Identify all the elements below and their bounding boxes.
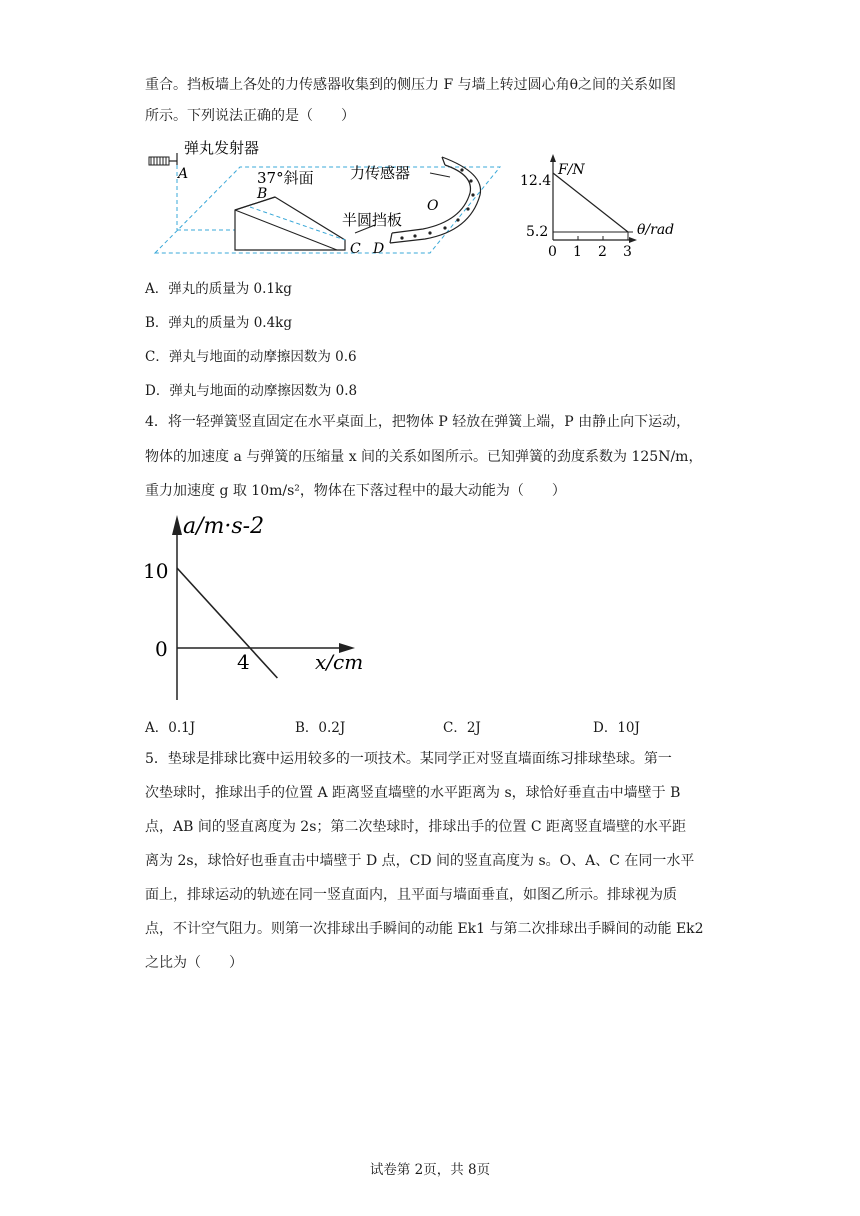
q3-force-angle-graph — [520, 150, 720, 265]
launcher-label: 弹丸发射器 — [184, 139, 260, 157]
sensor-label: 力传感器 — [350, 164, 411, 182]
chart-series — [177, 568, 277, 678]
xtick-1: 1 — [573, 244, 582, 260]
point-c-label: C — [350, 241, 361, 257]
chart-ylabel: a/m·s-2 — [183, 514, 265, 539]
q3-apparatus-figure — [140, 135, 520, 260]
xtick-3: 3 — [623, 244, 632, 260]
force-line — [553, 173, 628, 232]
q3-option-a[interactable]: A．弹丸的质量为 0.1kg — [145, 281, 292, 297]
center-o-label: O — [427, 198, 439, 214]
chart-ytick-0: 0 — [155, 637, 168, 661]
point-a-label: A — [178, 166, 189, 182]
q4-option-b[interactable]: B．0.2J — [295, 720, 346, 736]
acceleration-line — [177, 568, 277, 678]
q4-option-c[interactable]: C．2J — [443, 720, 481, 736]
chart-xtick-4: 4 — [237, 650, 250, 674]
slope-label: 37°斜面 — [257, 169, 314, 187]
q4-text-line-3: 重力加速度 g 取 10m/s²，物体在下落过程中的最大动能为（ ） — [145, 483, 566, 499]
q3-option-c[interactable]: C．弹丸与地面的动摩擦因数为 0.6 — [145, 349, 357, 365]
q3-text-line-2: 所示。下列说法正确的是（ ） — [145, 108, 355, 124]
q5-text-line-5: 面上，排球运动的轨迹在同一竖直面内，且平面与墙面垂直，如图乙所示。排球视为质 — [145, 887, 677, 903]
q5-text-line-3: 点，AB 间的竖直离度为 2s；第二次垫球时，排球出手的位置 C 距离竖直墙壁的水平距 — [145, 819, 687, 835]
q3-option-d[interactable]: D．弹丸与地面的动摩擦因数为 0.8 — [145, 383, 358, 399]
q4-text-line-1: 4．将一轻弹簧竖直固定在水平桌面上，把物体 P 轻放在弹簧上端，P 由静止向下运动， — [145, 414, 691, 430]
point-d-label: D — [373, 241, 385, 257]
q4-option-d[interactable]: D．10J — [593, 720, 640, 736]
point-b-label: B — [257, 186, 268, 202]
baffle-label: 半圆挡板 — [342, 211, 403, 229]
graph-xlabel: θ/rad — [637, 222, 675, 238]
ytick-12-4: 12.4 — [520, 173, 552, 189]
xtick-0: 0 — [548, 244, 557, 260]
chart-xlabel: x/cm — [315, 650, 364, 674]
page-footer: 试卷第 2页，共 8页 — [369, 1162, 491, 1178]
q4-acceleration-chart — [135, 505, 375, 705]
q5-text-line-6: 点，不计空气阻力。则第一次排球出手瞬间的动能 Ek1 与第二次排球出手瞬间的动能 Ek2 — [145, 921, 704, 937]
q5-text-line-7: 之比为（ ） — [145, 955, 243, 971]
graph-ylabel: F/N — [558, 162, 585, 178]
q3-option-b[interactable]: B．弹丸的质量为 0.4kg — [145, 315, 293, 331]
chart-ytick-10: 10 — [143, 559, 169, 583]
q5-text-line-1: 5．垫球是排球比赛中运用较多的一项技术。某同学正对竖直墙面练习排球垫球。第一 — [145, 751, 672, 767]
q3-text-line-1: 重合。挡板墙上各处的力传感器收集到的侧压力 F 与墙上转过圆心角θ之间的关系如图 — [145, 77, 677, 93]
ytick-5-2: 5.2 — [526, 224, 549, 240]
q4-text-line-2: 物体的加速度 a 与弹簧的压缩量 x 间的关系如图所示。已知弹簧的劲度系数为 125N/m， — [145, 449, 703, 465]
xtick-2: 2 — [598, 244, 607, 260]
q4-option-a[interactable]: A．0.1J — [145, 720, 196, 736]
q5-text-line-4: 离为 2s，球恰好也垂直击中墙壁于 D 点，CD 间的竖直高度为 s。O、A、C 在同一水平 — [145, 853, 695, 869]
q5-text-line-2: 次垫球时，推球出手的位置 A 距离竖直墙壁的水平距离为 s，球恰好垂直击中墙壁于 B — [145, 785, 681, 801]
